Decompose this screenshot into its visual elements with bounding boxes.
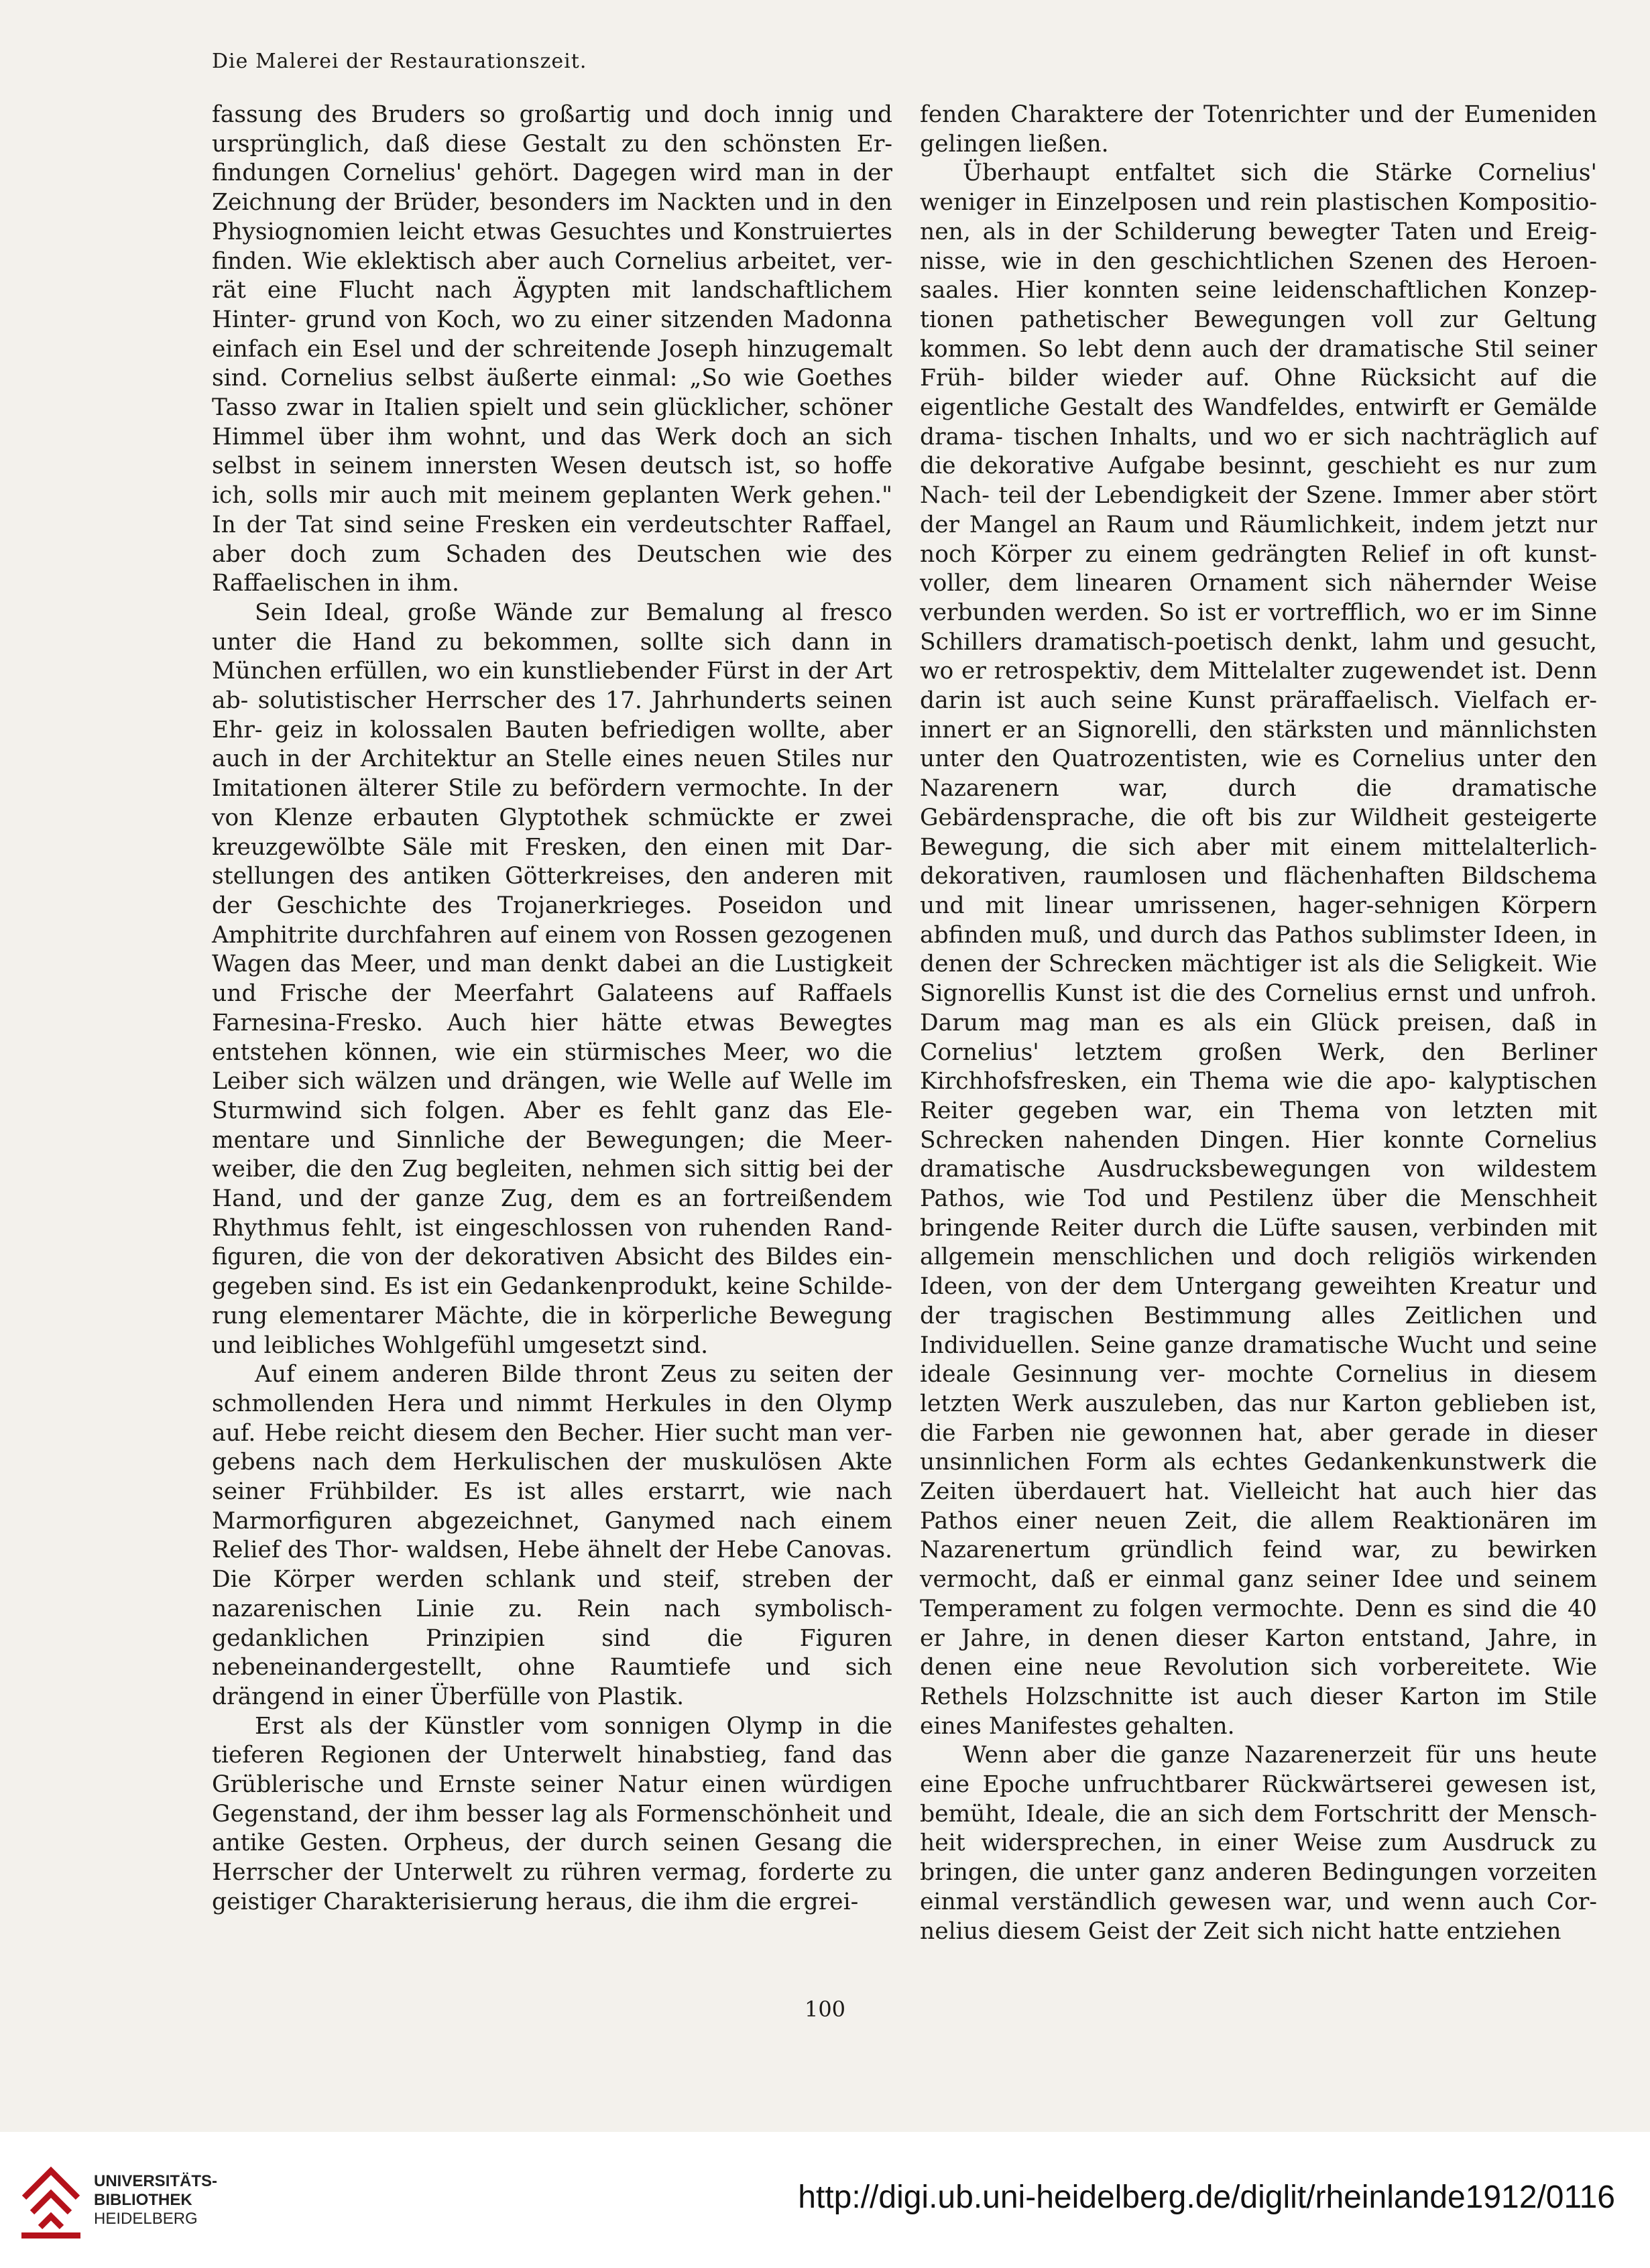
- library-name: [94, 2172, 217, 2228]
- paragraph: Wenn aber die ganze Nazarenerzeit für uns heute eine Epoche unfruchtbarer Rückwärtserei gewesen ist, bemüht, Ideale, die an sich dem Fortschritt der Mensch- heit widersprechen, in einer Weise zum Ausdruck zu bringen, die unter ganz anderen Bedingungen vorzeiten einmal verständlich gewesen war, und wenn auch Cor- nelius diesem Geist der Zeit sich nicht hatte entziehen: [920, 1742, 1597, 1945]
- paragraph: fassung des Bruders so großartig und doch innig und ursprünglich, daß diese Gestalt zu den schönsten Er- findungen Cornelius' gehört. Dagegen wird man in der Zeichnung der Brüder, besonders im Nackten und in den Physiognomien leicht etwas Gesuchtes und Konstruiertes finden. Wie eklektisch aber auch Cornelius arbeitet, ver- rät eine Flucht nach Ägypten mit landschaftlichem Hinter- grund von Koch, wo zu einer sitzenden Madonna einfach ein Esel und der schreitende Joseph hinzugemalt sind. Cornelius selbst äußerte einmal: „So wie Goethes Tasso zwar in Italien spielt und sein glücklicher, schöner Himmel über ihm wohnt, und das Werk doch an sich selbst in seinem innersten Wesen deutsch ist, so hoffe ich, solls mir auch mit meinem geplanten Werk gehen." In der Tat sind seine Fresken ein verdeutschter Raffael, aber doch zum Schaden des Deutschen wie des Raffaelischen in ihm.: [212, 101, 892, 597]
- paragraph: Erst als der Künstler vom sonnigen Olymp in die tieferen Regionen der Unterwelt hinabstieg, fand das Grüblerische und Ernste seiner Natur einen würdigen Gegenstand, der ihm besser lag als Formenschönheit und antike Gesten. Orpheus, der durch seinen Gesang die Herrscher der Unterwelt zu rühren vermag, forderte zu geistiger Charakterisierung heraus, die ihm die ergrei-: [212, 1712, 892, 1915]
- paragraph: fenden Charaktere der Totenrichter und der Eumeniden gelingen ließen.: [920, 101, 1597, 158]
- running-title: Die Malerei der Restaurationszeit.: [212, 50, 587, 73]
- library-name-line1: UNIVERSITÄTS-: [94, 2172, 218, 2190]
- paragraph: Überhaupt entfaltet sich die Stärke Cornelius' weniger in Einzelposen und rein plastischen Kompositio- nen, als in der Schilderung bewegter Taten und Ereig- nisse, wie in den geschichtlichen Szenen des Heroen- saales. Hier konnten seine leidenschaftlichen Konzep- tionen pathetischer Bewegungen voll zur Geltung kommen. So lebt denn auch der dramatische Stil seiner Früh- bilder wieder auf. Ohne Rücksicht auf die eigentliche Gestalt des Wandfeldes, entwirft er Gemälde drama- tischen Inhalts, und wo er sich nachträglich auf die dekorative Aufgabe besinnt, geschieht es nur zum Nach- teil der Lebendigkeit der Szene. Immer aber stört der Mangel an Raum und Räumlichkeit, indem jetzt nur noch Körper zu einem gedrängten Relief in oft kunst- voller, dem linearen Ornament sich nähernder Weise verbunden werden. So ist er vortrefflich, wo er im Sinne Schillers dramatisch-poetisch denkt, lahm und gesucht, wo er retrospektiv, dem Mittelalter zugewendet ist. Denn darin ist auch seine Kunst präraffaelisch. Vielfach er- innert er an Signorelli, den stärksten und männlichsten unter den Quatrozentisten, wie es Cornelius unter den Nazarenern war, durch die dramatische Gebärdensprache, die oft bis zur Wildheit gesteigerte Bewegung, die sich aber mit einem mittelalterlich-dekorativen, raumlosen und flächenhaften Bildschema und mit linear umrissenen, hager-sehnigen Körpern abfinden muß, und durch das Pathos sublimster Ideen, in denen der Schrecken mächtiger ist als die Seligkeit. Wie Signorellis Kunst ist die des Cornelius ernst und unfroh. Darum mag man es als ein Glück preisen, daß in Cornelius' letztem großen Werk, den Berliner Kirchhofsfresken, ein Thema wie die apo- kalyptischen Reiter gegeben war, ein Thema von letzten mit Schrecken nahenden Dingen. Hier konnte Cornelius dramatische Ausdrucksbewegungen von wildestem Pathos, wie Tod und Pestilenz über die Menschheit bringende Reiter durch die Lüfte sausen, verbinden mit allgemein menschlichen und doch religiös wirkenden Ideen, von der dem Untergang geweihten Kreatur und der tragischen Bestimmung alles Zeitlichen und Individuellen. Seine ganze dramatische Wucht und seine ideale Gesinnung ver- mochte Cornelius in diesem letzten Werk auszuleben, das nur Karton geblieben ist, die Farben nie gewonnen hat, aber gerade in dieser unsinnlichen Form als echtes Gedankenkunstwerk die Zeiten überdauert hat. Vielleicht hat auch hier das Pathos einer neuen Zeit, die allem Reaktionären im Nazarenertum gründlich feind war, zu bewirken vermocht, daß er einmal ganz seiner Idee und seinem Temperament zu folgen vermochte. Denn es sind die 40 er Jahre, in denen dieser Karton entstand, Jahre, in denen eine neue Revolution sich vorbereitete. Wie Rethels Holzschnitte ist auch dieser Karton im Stile eines Manifestes gehalten.: [920, 160, 1597, 1740]
- university-library-logo-icon: [15, 2157, 87, 2245]
- right-column: [920, 101, 1597, 1946]
- library-name-line3: HEIDELBERG: [94, 2210, 198, 2228]
- source-url-link[interactable]: http://digi.ub.uni-heidelberg.de/diglit/rheinlande1912/0116: [798, 2180, 1615, 2215]
- paragraph: Auf einem anderen Bilde thront Zeus zu seiten der schmollenden Hera und nimmt Herkules in den Olymp auf. Hebe reicht diesem den Becher. Hier sucht man ver- gebens nach dem Herkulischen der muskulösen Akte seiner Frühbilder. Es ist alles erstarrt, wie nach Marmorfiguren abgezeichnet, Ganymed nach einem Relief des Thor- waldsen, Hebe ähnelt der Hebe Canovas. Die Körper werden schlank und steif, streben der nazarenischen Linie zu. Rein nach symbolisch-gedanklichen Prinzipien sind die Figuren nebeneinandergestellt, ohne Raumtiefe und sich drängend in einer Überfülle von Plastik.: [212, 1361, 892, 1710]
- left-column: [212, 101, 892, 1917]
- page-number: 100: [804, 1996, 846, 2022]
- paragraph: Sein Ideal, große Wände zur Bemalung al fresco unter die Hand zu bekommen, sollte sich dann in München erfüllen, wo ein kunstliebender Fürst in der Art ab- solutistischer Herrscher des 17. Jahrhunderts seinen Ehr- geiz in kolossalen Bauten befriedigen wollte, aber auch in der Architektur an Stelle eines neuen Stiles nur Imitationen älterer Stile zu befördern vermochte. In der von Klenze erbauten Glyptothek schmückte er zwei kreuzgewölbte Säle mit Fresken, den einen mit Dar- stellungen des antiken Götterkreises, den anderen mit der Geschichte des Trojanerkrieges. Poseidon und Amphitrite durchfahren auf einem von Rossen gezogenen Wagen das Meer, und man denkt dabei an die Lustigkeit und Frische der Meerfahrt Galateens auf Raffaels Farnesina-Fresko. Auch hier hätte etwas Bewegtes entstehen können, wie ein stürmisches Meer, wo die Leiber sich wälzen und drängen, wie Welle auf Welle im Sturmwind sich folgen. Aber es fehlt ganz das Ele- mentare und Sinnliche der Bewegungen; die Meer- weiber, die den Zug begleiten, nehmen sich sittig bei der Hand, und der ganze Zug, dem es an fortreißendem Rhythmus fehlt, ist eingeschlossen von ruhenden Rand- figuren, die von der dekorativen Absicht des Bildes ein- gegeben sind. Es ist ein Gedankenprodukt, keine Schilde- rung elementarer Mächte, die in körperliche Bewegung und leibliches Wohlgefühl umgesetzt sind.: [212, 599, 892, 1359]
- library-name-line2: BIBLIOTHEK: [94, 2191, 192, 2209]
- footer-bar: [0, 2132, 1650, 2268]
